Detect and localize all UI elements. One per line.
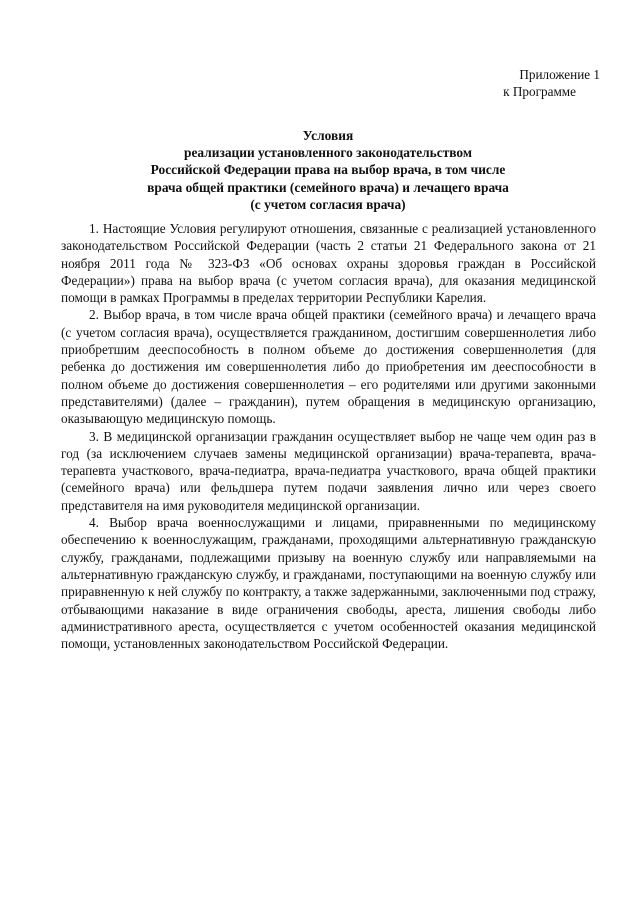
title-line-1: Условия — [302, 128, 354, 143]
paragraph-4: 4. Выбор врача военнослужащими и лицами, приравненными по медицинскому обеспечению к военнослужащим, гражданами, проходящими альтернативную гражданскую службу, гражданами, подлежащими призыву на военную службу или направляемыми на альтернативную гражданскую службу, и гражданами, поступающими на военную службу или приравненную к ней службу по контракту, а также задержанными, заключенными под стражу, отбывающими наказание в виде ограничения свободы, ареста, лишения свободы либо административного ареста, осуществляется с учетом особенностей оказания медицинской помощи, установленных законодательством Российской Федерации. — [61, 515, 596, 652]
title-line-4: врача общей практики (семейного врача) и лечащего врача — [147, 179, 509, 195]
title-line-2: реализации установленного законодательством — [184, 145, 472, 161]
title-line-5: (с учетом согласия врача) — [250, 196, 406, 212]
appendix-number: Приложение 1 — [519, 67, 600, 82]
document-title — [60, 127, 596, 213]
paragraph-1: 1. Настоящие Условия регулируют отношения, связанные с реализацией установленного законодательством Российской Федерации (часть 2 статьи 21 Федерального закона от 21 ноября 2011 года № 323-ФЗ «Об основах охраны здоровья граждан в Российской Федерации») права на выбор врача (с учетом согласия врача), для оказания медицинской помощи в рамках Программы в пределах территории Республики Карелия. — [61, 221, 596, 306]
paragraph-2: 2. Выбор врача, в том числе врача общей практики (семейного врача) и лечащего врача (с учетом согласия врача), осуществляется гражданином, достигшим совершеннолетия либо приобретшим дееспособность в полном объеме до достижения совершеннолетия (для ребенка до достижения им совершеннолетия либо до приобретения им дееспособности в полном объеме до достижения совершеннолетия – его родителями или другими законными представителями) (далее – гражданин), путем обращения в медицинскую организацию, оказывающую медицинскую помощь. — [61, 307, 596, 427]
paragraph-3: 3. В медицинской организации гражданин осуществляет выбор не чаще чем один раз в год (за исключением случаев замены медицинской организации) врача-терапевта, врача-терапевта участкового, врача-педиатра, врача-педиатра участкового, врача общей практики (семейного врача) или фельдшера путем подачи заявления лично или через своего представителя на имя руководителя медицинской организации. — [61, 428, 596, 513]
document-body — [61, 220, 596, 652]
appendix-reference: к Программе — [503, 84, 576, 99]
title-line-3: Российской Федерации права на выбор врача, в том числе — [150, 162, 506, 178]
appendix-header — [420, 66, 600, 100]
